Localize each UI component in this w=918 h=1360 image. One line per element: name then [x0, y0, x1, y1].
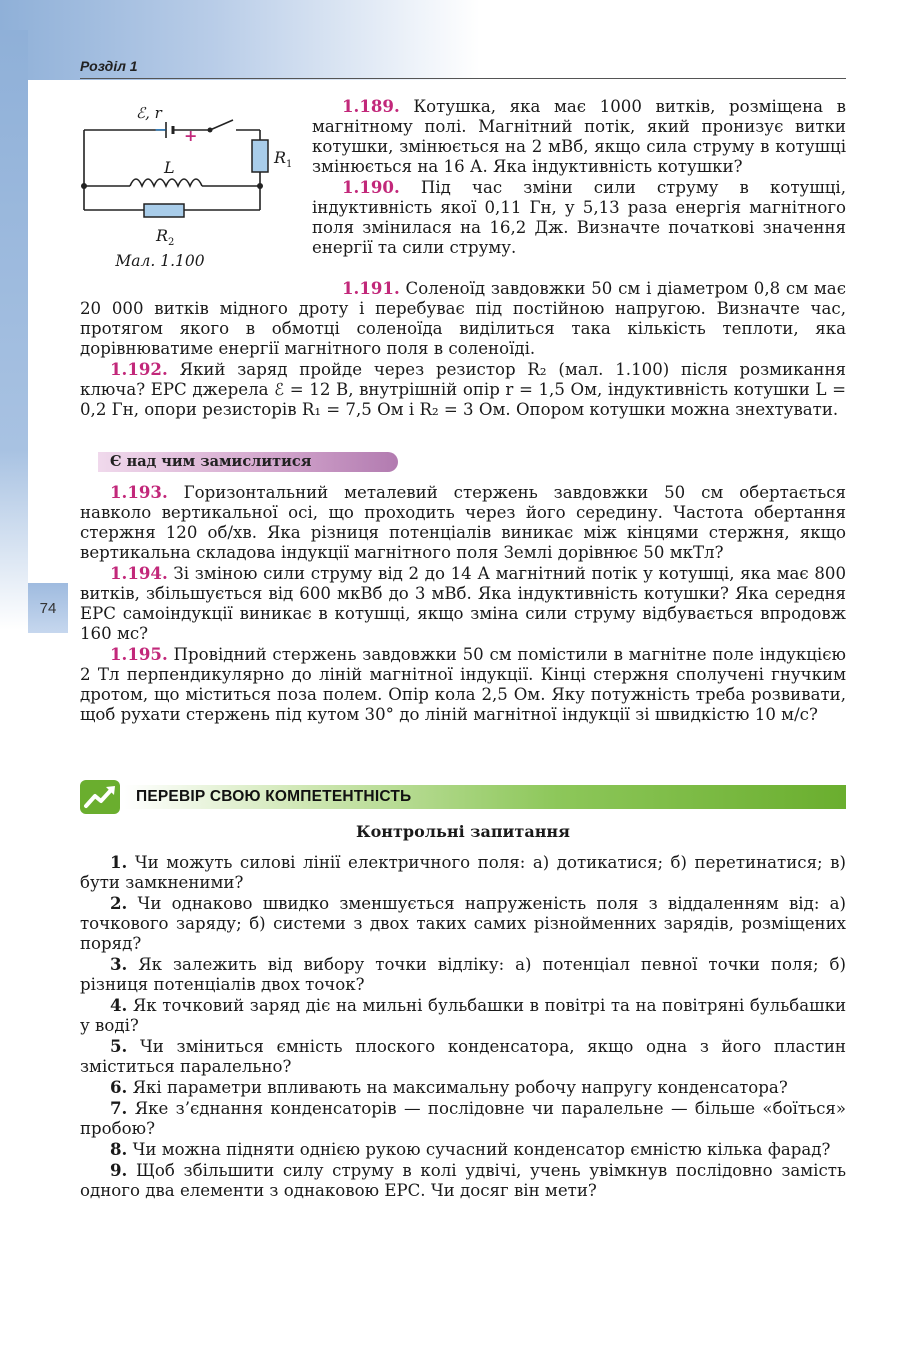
problem-1-189: 1.189. Котушка, яка має 1000 витків, розміщена в магнітному полі. Магнітний потік, який пронизує витки котушки, змінюється на 2 мВб, якщо сила струму в котушці змінюється на 16 А. Яка індуктивність котушки? [312, 96, 846, 176]
question-1: 1. Чи можуть силові лінії електричного поля: а) дотикатися; б) перетинатися; в) бути замкненими? [80, 852, 846, 892]
question-9: 9. Щоб збільшити силу струму в колі удвічі, учень увімкнув послідовно замість одного два елементи з однаковою ЕРС. Чи досяг він мети? [80, 1160, 846, 1200]
question-7: 7. Яке з’єднання конденсаторів — послідовне чи паралельне — більше «боїться» пробою? [80, 1098, 846, 1138]
question-6: 6. Які параметри впливають на максимальну робочу напругу конденсатора? [110, 1077, 788, 1097]
side-band [0, 30, 28, 630]
header-rule [80, 78, 846, 79]
question-4: 4. Як точковий заряд діє на мильні бульбашки в повітрі та на повітряні бульбашки у воді? [80, 995, 846, 1035]
minus-label: − [154, 120, 168, 139]
r2-label: $R_2$ [156, 226, 175, 249]
figure-caption: Мал. 1.100 [115, 252, 205, 270]
emf-label: ℰ, r [136, 104, 162, 122]
question-2: 2. Чи однаково швидко зменшується напруженість поля з віддаленням від: а) точкового заряду; б) системи з двох таких самих різнойменних зарядів, розміщених поряд? [80, 893, 846, 953]
problem-1-195: 1.195. Провідний стержень завдовжки 50 см помістили в магнітне поле індукцією 2 Тл перпендикулярно до ліній магнітної індукції. Кінці стержня сполучені гнучким дротом, що міститься поза полем. Опір кола 2,5 Ом. Яку потужність треба розвивати, щоб рухати стержень під кутом 30° до ліній магнітної індукції зі швидкістю 10 м/с? [80, 644, 846, 724]
page-number: 74 [28, 583, 68, 633]
coil-label: L [164, 158, 175, 177]
questions-title: Контрольні запитання [356, 822, 570, 841]
problem-1-193: 1.193. Горизонтальний металевий стержень завдовжки 50 см обертається навколо вертикальної осі, що проходить через його середину. Частота обертання стержня 120 об/хв. Яка різниця потенціалів виникає між кінцями стержня, якщо вертикальна складова індукції магнітного поля Землі дорівнює 50 мкТл? [80, 482, 846, 562]
header-band [0, 0, 480, 80]
competence-section-header [80, 780, 846, 814]
questions-list [80, 852, 846, 1201]
question-3: 3. Як залежить від вибору точки відліку: а) потенціал певної точки поля; б) різниця потенціалів двох точок? [80, 954, 846, 994]
problem-1-190: 1.190. Під час зміни сили струму в котушці, індуктивність якої 0,11 Гн, у 5,13 раза енергія магнітного поля змінилася на 16,2 Дж. Визначте початкові значення енергії та сили струму. [312, 177, 847, 257]
r1-label: $R_1$ [274, 148, 293, 171]
question-5: 5. Чи зміниться ємність плоского конденсатора, якщо одна з його пластин зміститься паралельно? [80, 1036, 846, 1076]
question-8: 8. Чи можна підняти однією рукою сучасний конденсатор ємністю кілька фарад? [110, 1139, 831, 1159]
think-section-header: Є над чим замислитися [98, 452, 398, 472]
trend-arrow-icon [80, 780, 120, 814]
problem-1-192: 1.192. Який заряд пройде через резистор R₂ (мал. 1.100) після розмикання ключа? ЕРС джерела ℰ = 12 В, внутрішній опір r = 1,5 Ом, індуктивність котушки L = 0,2 Гн, опори резисторів R₁ = 7,5 Ом і R₂ = 3 Ом. Опором котушки можна знехтувати. [80, 359, 846, 419]
problems-lower [80, 278, 846, 420]
competence-title: ПЕРЕВІР СВОЮ КОМПЕТЕНТНІСТЬ [124, 785, 846, 809]
problem-1-194: 1.194. Зі зміною сили струму від 2 до 14 А магнітний потік у котушці, яка має 800 витків, збільшується від 600 мкВб до 3 мВб. Яка індуктивність котушки? Яка середня ЕРС самоіндукції виникає в котушці, якщо зміна сили струму відбувається впродовж 160 мс? [80, 563, 846, 643]
running-head: Розділ 1 [80, 58, 138, 74]
think-problems [80, 482, 846, 725]
problems-upper [312, 96, 846, 258]
plus-label: + [184, 126, 198, 145]
problem-1-191: 1.191. Соленоїд завдовжки 50 см і діаметром 0,8 см має 20 000 витків мідного дроту і перебуває під постійною напругою. Визначте час, протягом якого в обмотці соленоїда виділиться така кількість теплоти, яка дорівнюватиме енергії магнітного поля в соленоїді. [80, 278, 846, 358]
